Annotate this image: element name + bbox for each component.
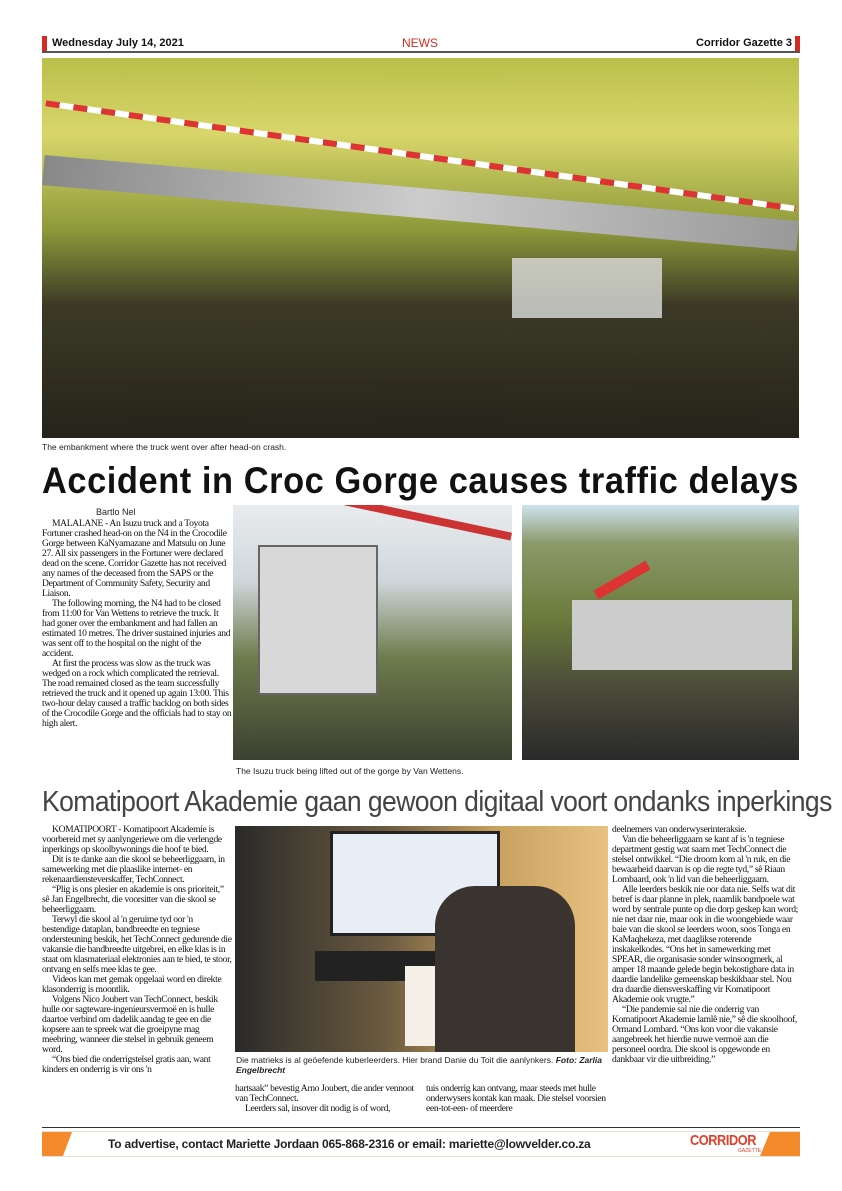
header-date: Wednesday July 14, 2021 xyxy=(52,37,184,49)
paragraph: Videos kan met gemak opgelaai word en direkte klasonderrig is moontlik. xyxy=(42,974,222,995)
paragraph: hartsaak” bevestig Arno Joubert, die ander vennoot van TechConnect. xyxy=(235,1083,414,1104)
paragraph: tuis onderrig kan ontvang, maar steeds met hulle onderwysers kontak kan maak. Die stelsel voorsien een-tot-een- of meerdere xyxy=(426,1083,606,1114)
article1-body xyxy=(42,519,232,729)
paragraph: KOMATIPOORT - Komatipoort Akademie is voorbereid met sy aanlyngeriewe om die verlengde inperkings op skoolbywonings die hoof te bied. xyxy=(42,824,222,855)
gazette-logo-sub: GAZETTE xyxy=(738,1148,762,1154)
photo-credit: Foto: Zarlia Engelbrecht xyxy=(236,1055,603,1075)
header-page: Corridor Gazette 3 xyxy=(696,37,792,49)
photo-caption: The embankment where the truck went over after head-on crash. xyxy=(42,442,287,452)
truck-lifted-photo xyxy=(233,505,512,760)
student-computer-photo xyxy=(235,826,608,1052)
paragraph: Van die beheerliggaam se kant af is 'n tegniese department gestig wat saam met TechConnect die stelsel ontwikkel. “Die droom kom al 'n ruk, en die bewaarheid daarvan is op die regte tyd,” sê Riaan Lombaard, ook 'n lid van die beheerliggaam. xyxy=(612,834,791,885)
paragraph: Terwyl die skool al 'n geruime tyd oor 'n bestendige dataplan, bandbreedte en tegniese ondersteuning beskik, het TechConnect gedurende die vakansie die bandbreedte uitgebrei, en elke klas is in staat om klasmateriaal elektronies aan te bied, te stoor, ontvang en selfs mee klas te gee. xyxy=(42,914,232,975)
truck-roadside-photo xyxy=(522,505,799,760)
paragraph: deelnemers van onderwyserinteraksie. xyxy=(612,824,747,835)
paragraph: Dit is te danke aan die skool se beheerliggaam, in samewerking met die plaaslike internet- en rekenaardiensteverskaffer, TechConnect. xyxy=(42,854,225,885)
byline: Bartlo Nel xyxy=(96,507,136,517)
article2-col3 xyxy=(426,1084,608,1114)
paragraph: At first the process was slow as the truck was wedged on a rock which complicated the retrieval. The road remained closed as the team successfully retrieved the truck and it opened up again 13:00. This two-hour delay caused a traffic backlog on both sides of the Crocodile Gorge and the officials had to stay on high alert. xyxy=(42,658,232,729)
ad-text: To advertise, contact Mariette Jordaan 065-868-2316 or email: mariette@lowvelder.co.za xyxy=(108,1137,591,1151)
paragraph: Alle leerders beskik nie oor data nie. Selfs wat dit betref is daar planne in plek, naamlik bandpoele wat word by sentrale punte op die dorp geskep kan word; nie net daar nie, maar ook in die woongebiede waar baie van die skool se leerders woon, soos Tonga en KaMaqhekeza, met daaglikse roterende inskakelkodes. “Ons het in samewerking met SPEAR, die organisasie sonder winsoogmerk, al amper 18 maande gelede begin bekostigbare data in daardie landelike gemeenskap beskikbaar stel. Nou dra daardie diensverskaffing vir Komatipoort Akademie ook vrugte.” xyxy=(612,884,798,1005)
caption-text: Die matrieks is al geöefende kuberleerders. Hier brand Danie du Toit die aanlynkers. xyxy=(236,1055,554,1065)
paragraph: The following morning, the N4 had to be closed from 11:00 for Van Wettens to retrieve the truck. It had goner over the embankment and had fallen an estimated 10 metres. The driver sustained injuries and was sent off to the hospital on the night of the accident. xyxy=(42,598,231,659)
article2-col4 xyxy=(612,825,802,1065)
footer-rule xyxy=(42,1127,800,1128)
paragraph: “Ons bied die onderrigstelsel gratis aan, want kinders en onderrig is vir ons 'n xyxy=(42,1054,211,1075)
corridor-logo: CORRIDOR xyxy=(690,1132,757,1149)
ad-orange-left xyxy=(42,1132,72,1156)
crash-embankment-photo xyxy=(42,58,799,438)
header-rule xyxy=(42,51,800,53)
article2-col2 xyxy=(235,1084,419,1114)
paragraph: Volgens Nico Joubert van TechConnect, beskik hulle oor sagteware-ingenieursvermoë en is hulle daartoe verbind om dadelik aandag te gee en die kopsere aan te spreek wat die groeipyne mag meebring, wanneer die stelsel in gebruik geneem word. xyxy=(42,994,218,1055)
paragraph: “Die pandemie sal nie die onderrig van Komatipoort Akademie lamlê nie,” sê die skoolhoof, Ormand Lombard. “Ons kon voor die vakansie aangebreek het hierdie nuwe vermoë aan die personeel oordra. Die skool is opgewonde en dankbaar vir die uitbreiding.” xyxy=(612,1004,797,1065)
headline-komatipoort: Komatipoort Akademie gaan gewoon digitaal voort ondanks inperkings xyxy=(42,786,832,818)
photo-caption-3 xyxy=(236,1055,608,1075)
photo-caption-2: The Isuzu truck being lifted out of the gorge by Van Wettens. xyxy=(236,766,464,776)
ad-orange-right xyxy=(760,1132,800,1156)
header-section: NEWS xyxy=(402,36,438,50)
article2-col1 xyxy=(42,825,232,1075)
paragraph: “Plig is ons plesier en akademie is ons prioriteit,” sê Jan Engelbrecht, die voorsitter van die skool se beheerliggaam. xyxy=(42,884,224,915)
paragraph: MALALANE - An Isuzu truck and a Toyota Fortuner crashed head-on on the N4 in the Crocodile Gorge between KaNyamazane and Matsulu on June 27. All six passengers in the Fortuner were declared dead on the scene. Corridor Gazette has not received any names of the deceased from the SAPS or the Department of Community Safety, Security and Liaison. xyxy=(42,518,227,599)
paragraph: Leerders sal, insover dit nodig is of word, xyxy=(245,1103,391,1114)
advert-banner[interactable] xyxy=(42,1131,800,1157)
headline-accident: Accident in Croc Gorge causes traffic delays xyxy=(42,460,799,501)
header-red-mark-right xyxy=(795,36,800,51)
header-red-mark-left xyxy=(42,36,47,51)
